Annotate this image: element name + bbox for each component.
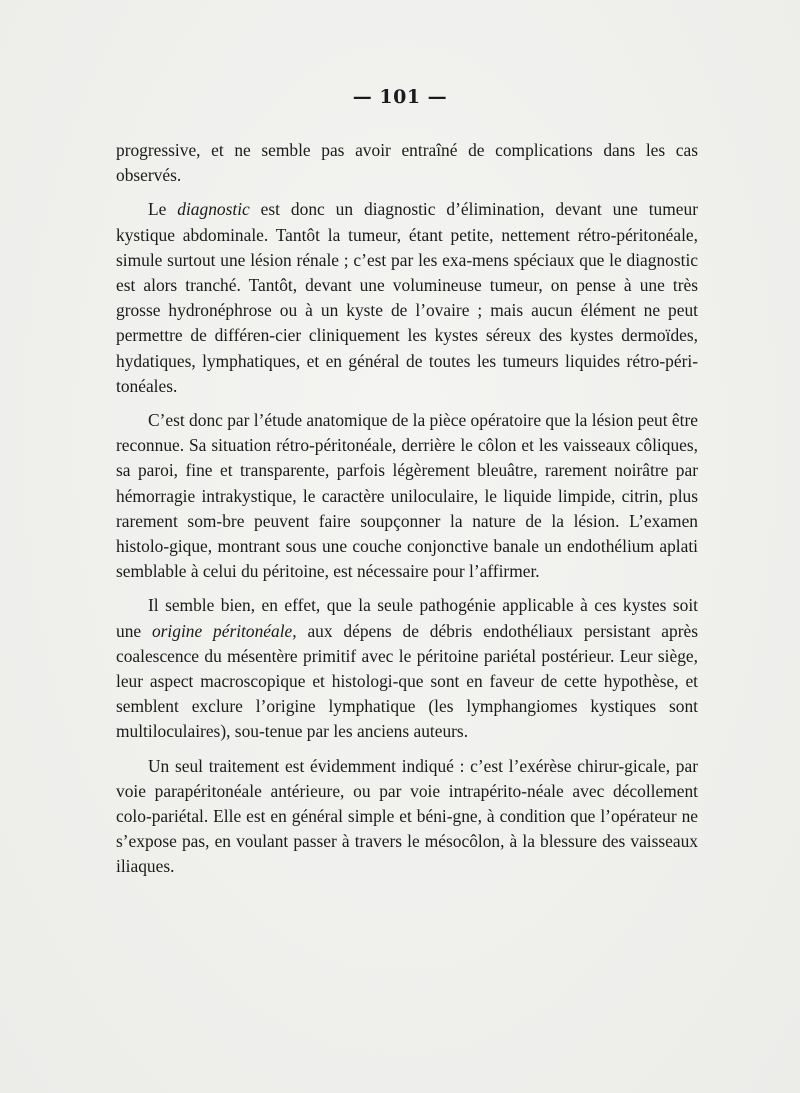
paragraph-text: est donc un diagnostic d’élimination, devant une tumeur kystique abdominale. Tantôt la tumeur, étant petite, nettement rétro-péritonéale, simule surtout une lésion rénale ; c’est par les exa-mens spéciaux que le diagnostic est alors tranché. Tantôt, devant une volumineuse tumeur, on pense à une très grosse hydronéphrose ou à un kyste de l’ovaire ; mais aucun élément ne peut permettre de différen-cier cliniquement les kystes séreux des kystes dermoïdes, hydatiques, lymphatiques, et en général de toutes les tumeurs liquides rétro-péri-tonéales.	[116, 199, 698, 396]
paragraph-text: C’est donc par l’étude anatomique de la pièce opératoire que la lésion peut être reconnue. Sa situation rétro-péritonéale, derrière le côlon et les vaisseaux côliques, sa paroi, fine et transparente, parfois légèrement bleuâtre, rarement noirâtre par hémorragie intrakystique, le caractère uniloculaire, le liquide limpide, citrin, plus rarement som-bre peuvent faire soupçonner la nature de la lésion. L’examen histolo-gique, montrant sous une couche conjonctive banale un endothélium aplati semblable à celui du péritoine, est nécessaire pour l’affirmer.	[116, 410, 698, 582]
paragraph-1	[116, 138, 698, 188]
paragraph-text: Il semble bien, en effet, que la seule pathogénie applicable à ces kystes soit une	[116, 595, 698, 641]
page-number: — 101 —	[352, 86, 448, 108]
paragraph-4	[116, 593, 698, 744]
paragraph-text: Un seul traitement est évidemment indiqué : c’est l’exérèse chirur-gicale, par voie parapéritonéale antérieure, ou par voie intrapérito-néale avec décollement colo-pariétal. Elle est en général simple et béni-gne, à condition que l’opérateur ne s’expose pas, en voulant passer à travers le mésocôlon, à la blessure des vaisseaux iliaques.	[116, 755, 698, 877]
paragraph-2	[116, 197, 698, 399]
paragraph-3	[116, 408, 698, 584]
paragraph-text: progressive, et ne semble pas avoir entraîné de complications dans les cas observés.	[116, 140, 698, 186]
body-text	[116, 138, 698, 889]
paragraph-text: aux dépens de débris endothéliaux persistant après coalescence du mésentère primitif avec le péritoine pariétal postérieur. Leur siège, leur aspect macroscopique et histologi-que sont en faveur de cette hypothèse, et semblent exclure l’origine lymphatique (les lymphangiomes kystiques sont multiloculaires), sou-tenue par les anciens auteurs.	[116, 620, 698, 742]
paragraph-5	[116, 754, 698, 880]
italic-term-diagnostic: diagnostic	[177, 199, 250, 220]
paragraph-text: Le	[148, 199, 178, 220]
italic-term-origine: origine péritonéale,	[151, 620, 297, 641]
